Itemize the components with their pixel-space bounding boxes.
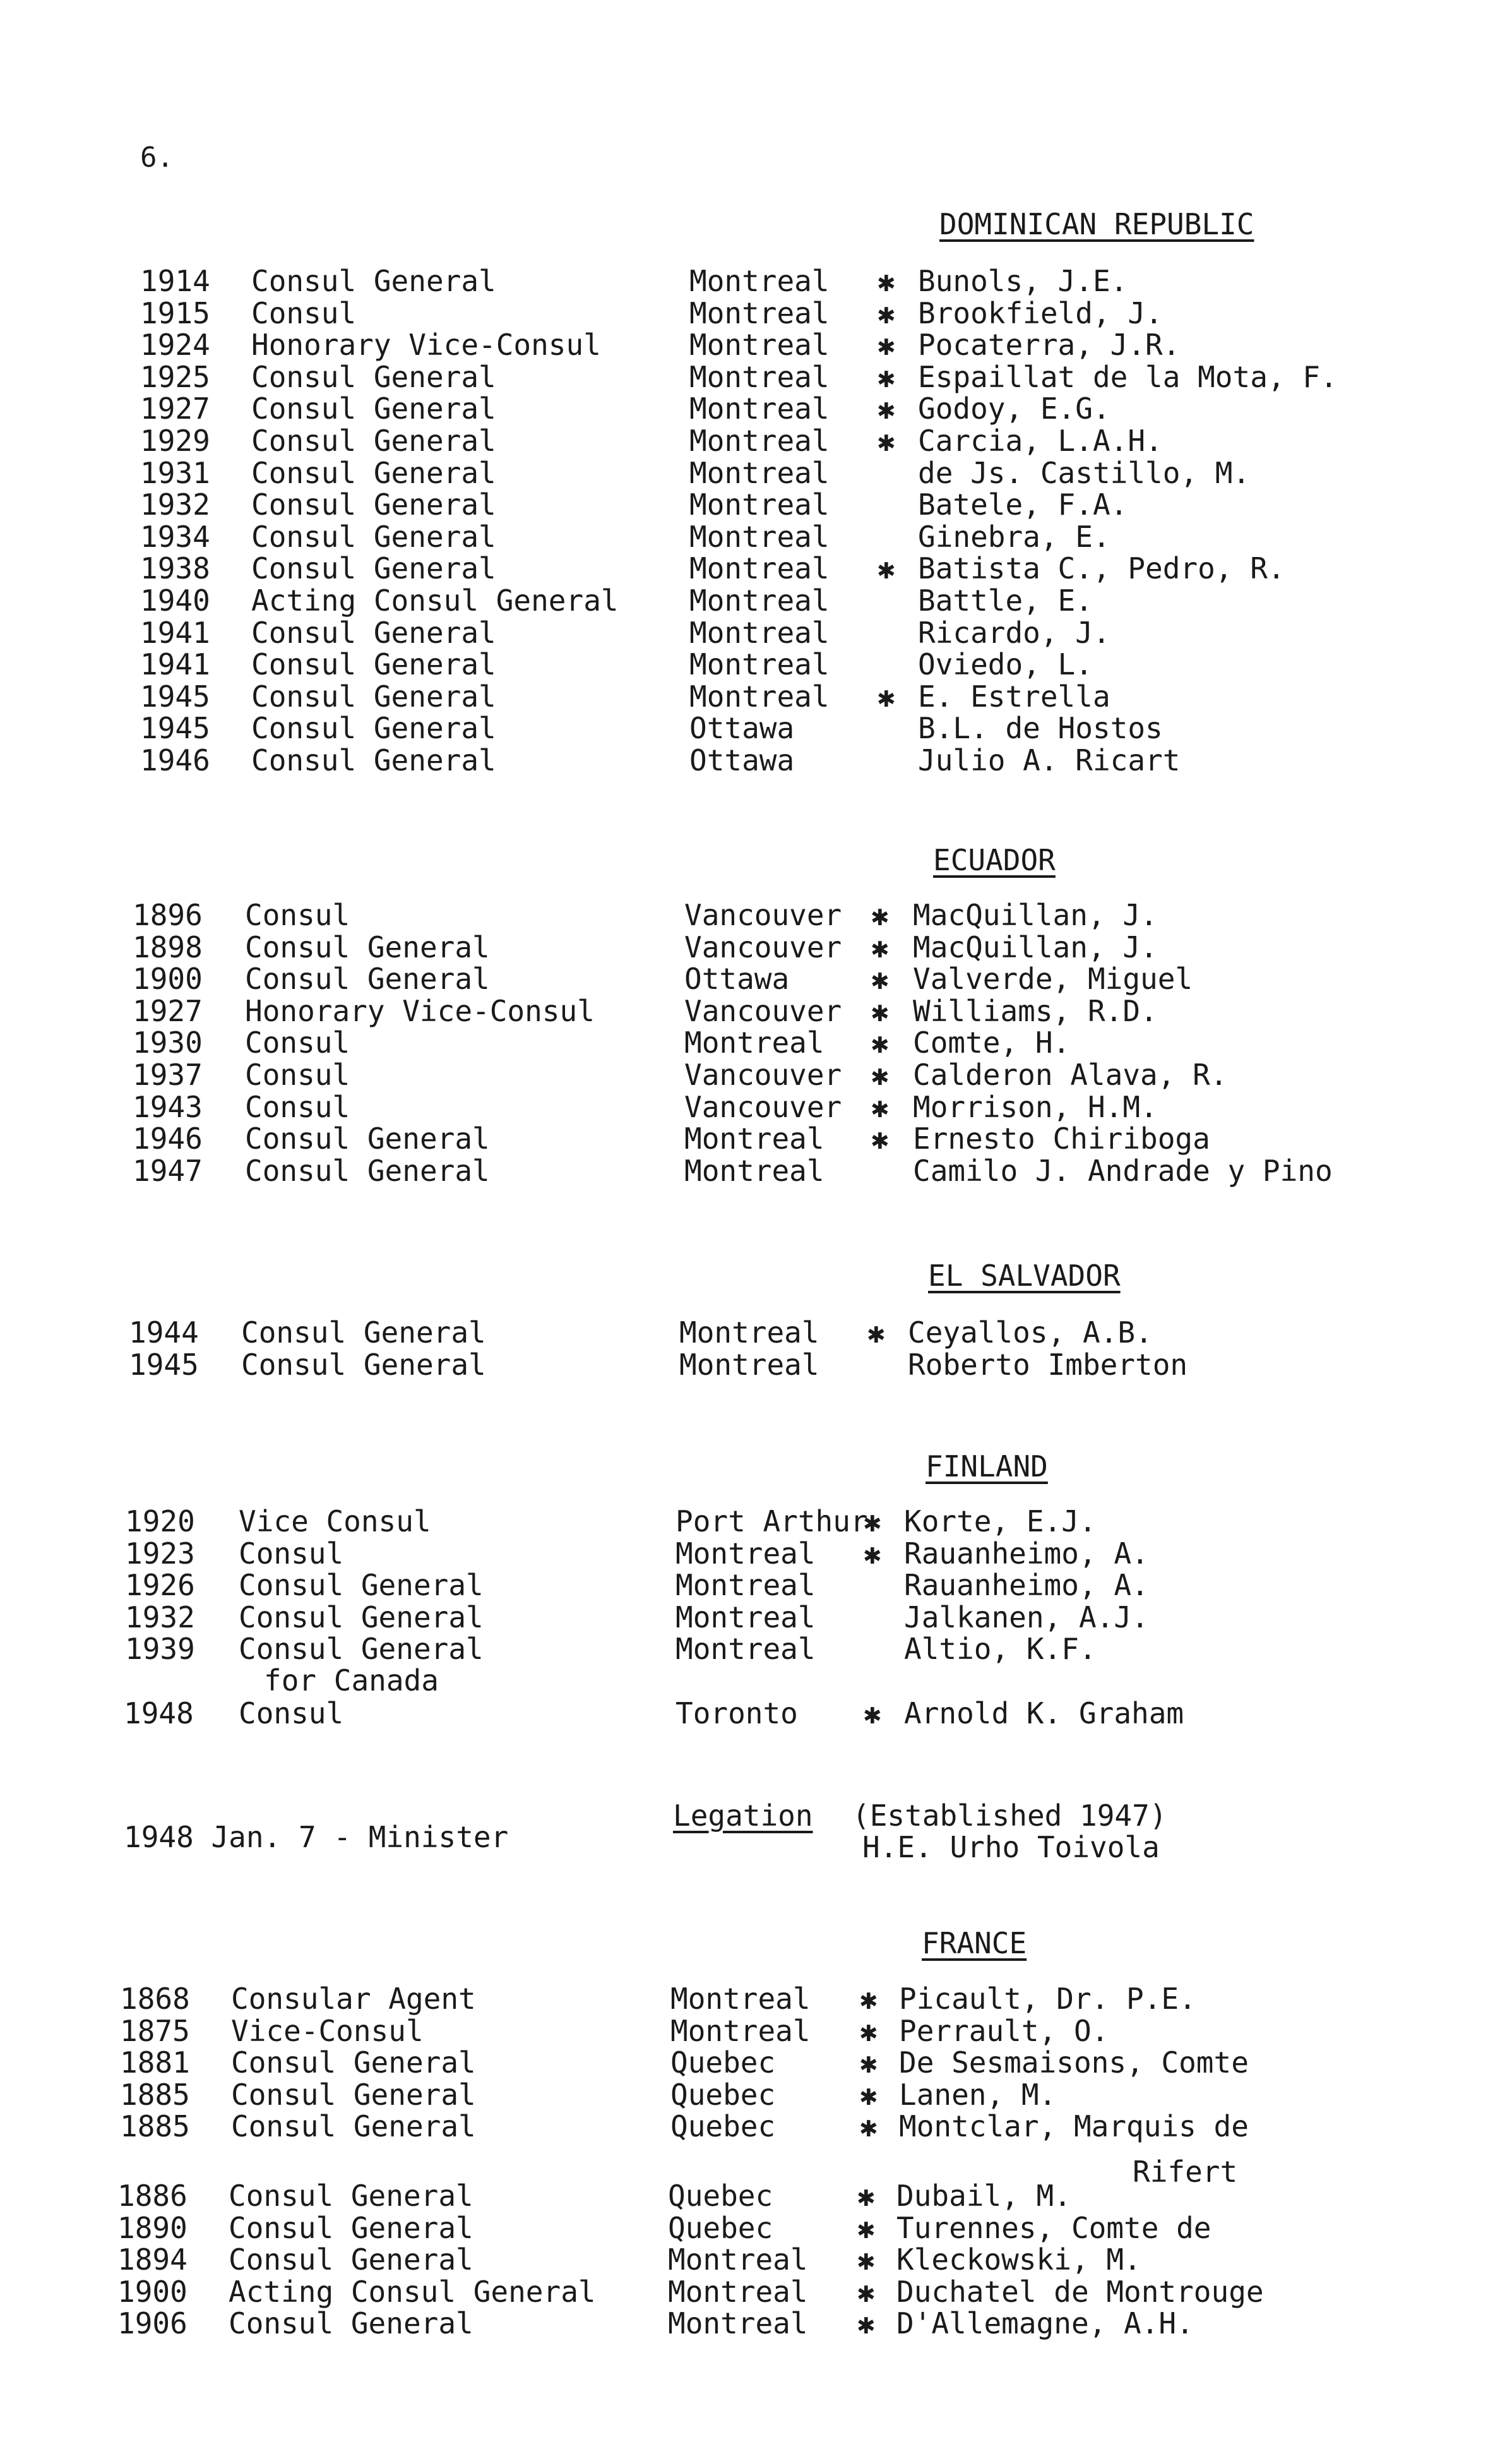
row-year: 1939 <box>125 1632 195 1667</box>
row-mark: ✱ <box>857 2274 875 2309</box>
row-title: Consul General <box>245 930 490 964</box>
row-title: Honorary Vice-Consul <box>245 993 595 1028</box>
row-name: Altio, K.F. <box>904 1632 1097 1667</box>
row-year: 1896 <box>133 898 203 932</box>
row-title: Consul General <box>251 615 496 650</box>
table-row <box>0 617 1512 649</box>
row-title: Consul General <box>239 1632 484 1667</box>
table-row <box>0 681 1512 712</box>
row-city: Montreal <box>689 647 830 682</box>
row-title: Consul <box>245 898 350 932</box>
table-row <box>0 1569 1512 1601</box>
row-mark: ✱ <box>857 2210 875 2245</box>
row-name: Rauanheimo, A. <box>904 1536 1149 1571</box>
row-city: Quebec <box>670 2109 776 2144</box>
row-mark: ✱ <box>871 1089 889 1124</box>
row-city: Montreal <box>689 264 830 298</box>
table-row <box>0 553 1512 584</box>
row-year: 1881 <box>120 2045 190 2080</box>
row-name: Duchatel de Montrouge <box>896 2274 1264 2309</box>
row-city: Montreal <box>689 328 830 362</box>
row-name: Roberto Imberton <box>908 1347 1188 1382</box>
row-year: 1915 <box>140 296 210 330</box>
row-city: Montreal <box>676 1536 816 1571</box>
table-row <box>0 963 1512 995</box>
row-city: Quebec <box>668 2179 773 2213</box>
table-row <box>0 1506 1512 1537</box>
row-year: 1875 <box>120 2013 190 2048</box>
row-name: MacQuillan, J. <box>913 930 1158 964</box>
row-year: 1927 <box>140 392 210 426</box>
row-name: Valverde, Miguel <box>913 962 1193 997</box>
row-mark: ✱ <box>860 1982 878 2016</box>
row-year: 1906 <box>117 2306 188 2341</box>
row-name: D'Allemagne, A.H. <box>896 2306 1194 2341</box>
table-row <box>0 2212 1512 2244</box>
row-mark: ✱ <box>871 962 889 997</box>
table-row <box>0 2244 1512 2275</box>
row-year: 1945 <box>140 679 210 714</box>
row-city: Port Arthur <box>676 1504 868 1538</box>
table-row <box>0 1155 1512 1187</box>
section-title-dominican-republic: DOMINICAN REPUBLIC <box>939 207 1254 241</box>
row-title: Consul General <box>251 679 496 714</box>
row-year: 1868 <box>120 1982 190 2016</box>
table-row <box>0 521 1512 553</box>
section-title-france: FRANCE <box>922 1926 1027 1960</box>
row-mark: ✱ <box>864 1696 881 1730</box>
row-title: Consul General <box>251 455 496 490</box>
row-name: Picault, Dr. P.E. <box>899 1982 1196 2016</box>
row-city: Montreal <box>679 1347 819 1382</box>
table-row <box>0 585 1512 616</box>
row-mark: ✱ <box>867 1315 885 1350</box>
row-mark: ✱ <box>871 1122 889 1156</box>
table-row <box>0 931 1512 963</box>
for-canada-note: for Canada <box>264 1663 439 1698</box>
row-title: Consul General <box>251 647 496 682</box>
page-number: 6. <box>140 141 174 174</box>
table-row <box>0 2015 1512 2047</box>
row-title: Acting Consul General <box>251 584 619 618</box>
row-mark: ✱ <box>864 1504 881 1538</box>
row-title: Consul General <box>251 743 496 777</box>
row-city: Montreal <box>679 1315 819 1350</box>
row-city: Montreal <box>668 2242 808 2277</box>
row-name: Korte, E.J. <box>904 1504 1097 1538</box>
row-city: Montreal <box>689 519 830 554</box>
row-name: Pocaterra, J.R. <box>918 328 1181 362</box>
row-title: Vice-Consul <box>231 2013 424 2048</box>
row-year: 1945 <box>129 1347 199 1382</box>
row-mark: ✱ <box>860 2109 878 2144</box>
row-name: Oviedo, L. <box>918 647 1093 682</box>
row-name: Ernesto Chiriboga <box>913 1122 1210 1156</box>
legation-label: Legation <box>673 1799 813 1833</box>
row-year: 1927 <box>133 993 203 1028</box>
row-city: Montreal <box>684 1122 824 1156</box>
legation-date: 1948 Jan. 7 - Minister <box>124 1820 509 1854</box>
row-year: 1900 <box>117 2274 188 2309</box>
row-year: 1938 <box>140 551 210 586</box>
row-city: Montreal <box>689 615 830 650</box>
row-name: MacQuillan, J. <box>913 898 1158 932</box>
row-mark: ✱ <box>878 359 895 394</box>
row-city: Quebec <box>668 2210 773 2245</box>
table-row <box>0 1059 1512 1091</box>
row-title: Consul General <box>231 2109 476 2144</box>
row-name: Julio A. Ricart <box>918 743 1181 777</box>
rifert-continuation: Rifert <box>1133 2155 1238 2189</box>
table-row <box>0 1633 1512 1665</box>
table-row <box>0 2047 1512 2078</box>
row-city: Montreal <box>676 1568 816 1603</box>
row-mark: ✱ <box>871 898 889 932</box>
row-name: Jalkanen, A.J. <box>904 1600 1149 1634</box>
row-city: Toronto <box>676 1696 798 1730</box>
row-name: Bunols, J.E. <box>918 264 1128 298</box>
row-name: Arnold K. Graham <box>904 1696 1184 1730</box>
row-title: Consul General <box>239 1600 484 1634</box>
row-year: 1947 <box>133 1153 203 1188</box>
row-title: Consul <box>245 1026 350 1060</box>
section-title-finland: FINLAND <box>926 1449 1048 1483</box>
row-city: Montreal <box>668 2274 808 2309</box>
row-name: Carcia, L.A.H. <box>918 424 1163 458</box>
row-city: Montreal <box>689 488 830 522</box>
table-row <box>0 2276 1512 2308</box>
row-city: Ottawa <box>684 962 790 997</box>
row-name: Ricardo, J. <box>918 615 1110 650</box>
row-title: Consul General <box>229 2210 473 2245</box>
row-city: Montreal <box>676 1600 816 1634</box>
table-row <box>0 265 1512 297</box>
row-mark: ✱ <box>860 2013 878 2048</box>
table-row <box>0 1538 1512 1569</box>
row-name: Godoy, E.G. <box>918 392 1110 426</box>
row-city: Montreal <box>689 551 830 586</box>
row-name: Battle, E. <box>918 584 1093 618</box>
row-title: Consul General <box>241 1347 486 1382</box>
row-mark: ✱ <box>878 679 895 714</box>
row-mark: ✱ <box>864 1536 881 1571</box>
row-year: 1924 <box>140 328 210 362</box>
row-year: 1926 <box>125 1568 195 1603</box>
row-title: Consul General <box>241 1315 486 1350</box>
table-row <box>0 425 1512 457</box>
row-title: Consul General <box>229 2242 473 2277</box>
row-city: Vancouver <box>684 930 842 964</box>
table-row <box>0 649 1512 680</box>
row-mark: ✱ <box>857 2306 875 2341</box>
row-name: Kleckowski, M. <box>896 2242 1141 2277</box>
row-mark: ✱ <box>871 1058 889 1092</box>
row-year: 1894 <box>117 2242 188 2277</box>
row-name: Ceyallos, A.B. <box>908 1315 1153 1350</box>
row-year: 1946 <box>140 743 210 777</box>
row-year: 1886 <box>117 2179 188 2213</box>
row-year: 1930 <box>133 1026 203 1060</box>
row-title: Consul General <box>251 359 496 394</box>
legation-established: (Established 1947) <box>852 1799 1167 1833</box>
row-year: 1890 <box>117 2210 188 2245</box>
row-city: Montreal <box>668 2306 808 2341</box>
table-row <box>0 1123 1512 1154</box>
row-year: 1931 <box>140 455 210 490</box>
table-row <box>0 2180 1512 2212</box>
table-row <box>0 457 1512 489</box>
row-year: 1937 <box>133 1058 203 1092</box>
row-name: Ginebra, E. <box>918 519 1110 554</box>
table-row <box>0 1317 1512 1348</box>
row-city: Ottawa <box>689 743 795 777</box>
row-city: Montreal <box>689 584 830 618</box>
table-row <box>0 2111 1512 2142</box>
row-title: Consul General <box>231 2045 476 2080</box>
table-row <box>0 1349 1512 1380</box>
row-city: Montreal <box>684 1026 824 1060</box>
row-mark: ✱ <box>878 328 895 362</box>
section-title-el-salvador: EL SALVADOR <box>928 1259 1121 1293</box>
row-year: 1925 <box>140 359 210 394</box>
row-year: 1941 <box>140 615 210 650</box>
row-name: B.L. de Hostos <box>918 711 1163 746</box>
table-row <box>0 329 1512 361</box>
row-name: Perrault, O. <box>899 2013 1109 2048</box>
row-mark: ✱ <box>878 264 895 298</box>
row-title: Consul General <box>239 1568 484 1603</box>
row-city: Montreal <box>689 424 830 458</box>
section-title-ecuador: ECUADOR <box>933 843 1056 877</box>
table-row <box>0 393 1512 424</box>
row-year: 1934 <box>140 519 210 554</box>
row-title: Consul General <box>251 392 496 426</box>
row-mark: ✱ <box>857 2242 875 2277</box>
table-row <box>0 1091 1512 1123</box>
row-title: Consul <box>239 1536 344 1571</box>
row-name: Batele, F.A. <box>918 488 1128 522</box>
table-row <box>0 995 1512 1027</box>
row-city: Montreal <box>670 1982 811 2016</box>
row-year: 1932 <box>125 1600 195 1634</box>
row-year: 1929 <box>140 424 210 458</box>
table-row <box>0 745 1512 776</box>
row-name: De Sesmaisons, Comte <box>899 2045 1249 2080</box>
row-city: Vancouver <box>684 898 842 932</box>
row-name: E. Estrella <box>918 679 1110 714</box>
row-city: Montreal <box>689 296 830 330</box>
table-row <box>0 1027 1512 1058</box>
row-name: Turennes, Comte de <box>896 2210 1211 2245</box>
table-row <box>0 489 1512 520</box>
row-name: de Js. Castillo, M. <box>918 455 1251 490</box>
row-title: Vice Consul <box>239 1504 431 1538</box>
row-year: 1914 <box>140 264 210 298</box>
row-city: Montreal <box>684 1153 824 1188</box>
row-mark: ✱ <box>878 551 895 586</box>
row-title: Consul General <box>245 1122 490 1156</box>
row-title: Consul <box>245 1089 350 1124</box>
table-row <box>0 361 1512 393</box>
row-mark: ✱ <box>860 2045 878 2080</box>
row-title: Consul <box>245 1058 350 1092</box>
row-year: 1923 <box>125 1536 195 1571</box>
row-name: Calderon Alava, R. <box>913 1058 1228 1092</box>
table-row <box>0 1602 1512 1633</box>
row-title: Consul General <box>251 488 496 522</box>
row-mark: ✱ <box>871 993 889 1028</box>
row-title: Consul <box>251 296 357 330</box>
row-name: Morrison, H.M. <box>913 1089 1158 1124</box>
row-title: Consul General <box>251 551 496 586</box>
row-city: Ottawa <box>689 711 795 746</box>
row-mark: ✱ <box>878 392 895 426</box>
row-mark: ✱ <box>860 2077 878 2112</box>
row-title: Consul General <box>251 264 496 298</box>
row-name: Batista C., Pedro, R. <box>918 551 1285 586</box>
row-title: Consul General <box>229 2306 473 2341</box>
row-mark: ✱ <box>871 1026 889 1060</box>
row-title: Honorary Vice-Consul <box>251 328 601 362</box>
row-name: Montclar, Marquis de <box>899 2109 1249 2144</box>
row-year: 1940 <box>140 584 210 618</box>
row-title: Consul General <box>245 1153 490 1188</box>
row-year: 1946 <box>133 1122 203 1156</box>
row-year: 1900 <box>133 962 203 997</box>
table-row <box>0 297 1512 329</box>
row-year: 1941 <box>140 647 210 682</box>
row-city: Montreal <box>689 392 830 426</box>
row-name: Dubail, M. <box>896 2179 1071 2213</box>
row-year: 1885 <box>120 2109 190 2144</box>
row-title: Consul General <box>229 2179 473 2213</box>
row-name: Comte, H. <box>913 1026 1071 1060</box>
row-title: Consul General <box>251 519 496 554</box>
row-city: Quebec <box>670 2077 776 2112</box>
row-city: Montreal <box>670 2013 811 2048</box>
row-name: Lanen, M. <box>899 2077 1057 2112</box>
row-city: Montreal <box>689 679 830 714</box>
table-row <box>0 899 1512 931</box>
row-city: Montreal <box>676 1632 816 1667</box>
row-year: 1932 <box>140 488 210 522</box>
table-row <box>0 2079 1512 2111</box>
row-title: Consul General <box>245 962 490 997</box>
row-mark: ✱ <box>857 2179 875 2213</box>
row-year: 1898 <box>133 930 203 964</box>
row-mark: ✱ <box>871 930 889 964</box>
row-mark: ✱ <box>878 296 895 330</box>
row-year: 1943 <box>133 1089 203 1124</box>
table-row <box>0 1983 1512 2015</box>
row-title: Consular Agent <box>231 1982 476 2016</box>
legation-minister: H.E. Urho Toivola <box>862 1830 1160 1864</box>
row-mark: ✱ <box>878 424 895 458</box>
row-title: Consul General <box>251 711 496 746</box>
row-title: Consul <box>239 1696 344 1730</box>
row-city: Quebec <box>670 2045 776 2080</box>
row-year: 1920 <box>125 1504 195 1538</box>
row-name: Espaillat de la Mota, F. <box>918 359 1338 394</box>
table-row <box>0 2308 1512 2339</box>
row-year: 1945 <box>140 711 210 746</box>
table-row <box>0 1698 1512 1729</box>
row-title: Consul General <box>251 424 496 458</box>
row-city: Montreal <box>689 455 830 490</box>
row-city: Vancouver <box>684 1089 842 1124</box>
row-year: 1944 <box>129 1315 199 1350</box>
row-title: Consul General <box>231 2077 476 2112</box>
row-city: Vancouver <box>684 1058 842 1092</box>
row-title: Acting Consul General <box>229 2274 596 2309</box>
row-name: Brookfield, J. <box>918 296 1163 330</box>
row-city: Vancouver <box>684 993 842 1028</box>
row-name: Camilo J. Andrade y Pino <box>913 1153 1333 1188</box>
table-row <box>0 712 1512 744</box>
row-name: Rauanheimo, A. <box>904 1568 1149 1603</box>
row-year: 1948 <box>124 1696 194 1730</box>
row-city: Montreal <box>689 359 830 394</box>
row-name: Williams, R.D. <box>913 993 1158 1028</box>
row-year: 1885 <box>120 2077 190 2112</box>
